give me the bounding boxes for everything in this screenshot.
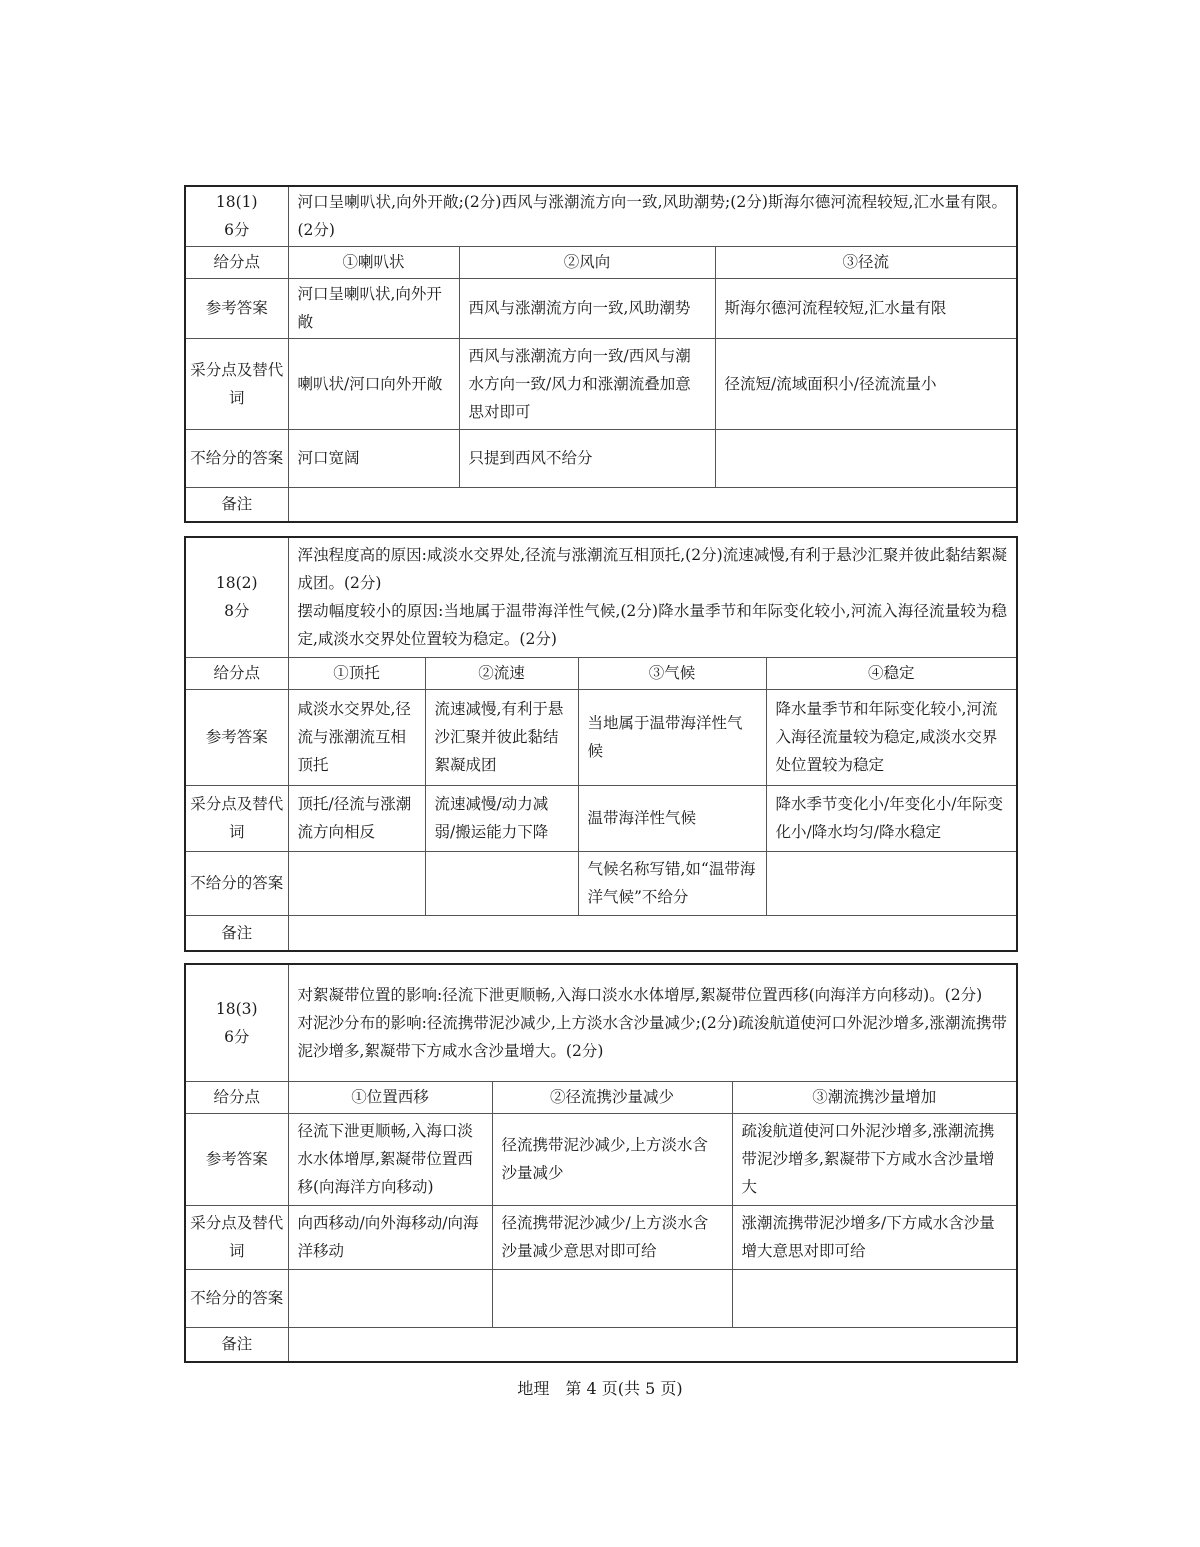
nogive-cell [288,1269,492,1327]
scoring-table-18-1 [184,185,1018,523]
answer-paragraph: 对泥沙分布的影响:径流携带泥沙减少,上方淡水含沙量减少;(2分)疏浚航道使河口外泥沙增多,涨潮流携带泥沙增多,絮凝带下方咸水含沙量增大。(2分) [297,1013,1007,1060]
nogive-cell [732,1269,1017,1327]
row-label-alt: 采分点及替代词 [185,1205,288,1269]
scoring-point-header: ③径流 [715,246,1017,278]
row-label-nogive: 不给分的答案 [185,851,288,915]
scoring-table-18-3 [184,963,1018,1363]
full-answer [288,964,1017,1081]
nogive-cell [766,851,1017,915]
answer-cell: 疏浚航道使河口外泥沙增多,涨潮流携带泥沙增多,絮凝带下方咸水含沙量增大 [732,1113,1017,1205]
nogive-row [185,851,1017,915]
nogive-cell: 只提到西风不给分 [459,429,715,487]
nogive-row [185,1269,1017,1327]
question-row [185,964,1017,1081]
answer-cell: 咸淡水交界处,径流与涨潮流互相顶托 [288,689,425,785]
full-answer [288,186,1017,246]
question-number: 18(3) [215,999,258,1018]
row-label-points: 给分点 [185,657,288,689]
points-row [185,1081,1017,1113]
row-label-points: 给分点 [185,246,288,278]
answer-paragraph: 对絮凝带位置的影响:径流下泄更顺畅,入海口淡水水体增厚,絮凝带位置西移(向海洋方向移动)。(2分) [297,985,983,1004]
row-label-alt: 采分点及替代词 [185,785,288,851]
nogive-cell [715,429,1017,487]
full-answer [288,537,1017,657]
alt-cell: 径流短/流域面积小/径流流量小 [715,338,1017,429]
answer-cell: 径流下泄更顺畅,入海口淡水水体增厚,絮凝带位置西移(向海洋方向移动) [288,1113,492,1205]
row-label-nogive: 不给分的答案 [185,1269,288,1327]
answer-paragraph: 浑浊程度高的原因:咸淡水交界处,径流与涨潮流互相顶托,(2分)流速减慢,有利于悬沙汇聚并彼此黏结絮凝成团。(2分) [297,546,1008,593]
alt-cell: 顶托/径流与涨潮流方向相反 [288,785,425,851]
question-row [185,537,1017,657]
answer-cell: 西风与涨潮流方向一致,风助潮势 [459,278,715,338]
row-label-points: 给分点 [185,1081,288,1113]
points-row [185,657,1017,689]
question-label [185,964,288,1081]
alt-cell: 降水季节变化小/年变化小/年际变化小/降水均匀/降水稳定 [766,785,1017,851]
scoring-point-header: ①顶托 [288,657,425,689]
nogive-cell [425,851,578,915]
scoring-point-header: ②流速 [425,657,578,689]
answer-row [185,278,1017,338]
question-label [185,186,288,246]
question-score: 6分 [224,1027,250,1046]
question-score: 6分 [224,221,250,240]
alt-row [185,338,1017,429]
nogive-cell [288,851,425,915]
scoring-point-header: ③潮流携沙量增加 [732,1081,1017,1113]
answer-cell: 河口呈喇叭状,向外开敞 [288,278,459,338]
alt-cell: 温带海洋性气候 [578,785,766,851]
note-row [185,487,1017,522]
note-row [185,1327,1017,1362]
scoring-table-18-2 [184,536,1018,952]
question-number: 18(1) [215,193,258,212]
nogive-cell: 河口宽阔 [288,429,459,487]
scoring-point-header: ④稳定 [766,657,1017,689]
nogive-cell: 气候名称写错,如“温带海洋气候”不给分 [578,851,766,915]
note-cell [288,1327,1017,1362]
answer-row [185,1113,1017,1205]
answer-cell: 径流携带泥沙减少,上方淡水含沙量减少 [492,1113,732,1205]
row-label-answer: 参考答案 [185,1113,288,1205]
row-label-note: 备注 [185,915,288,951]
scoring-point-header: ②风向 [459,246,715,278]
alt-cell: 径流携带泥沙减少/上方淡水含沙量减少意思对即可给 [492,1205,732,1269]
alt-cell: 向西移动/向外海移动/向海洋移动 [288,1205,492,1269]
row-label-note: 备注 [185,487,288,522]
page-footer: 地理 第 4 页(共 5 页) [517,1379,683,1398]
answer-cell: 当地属于温带海洋性气候 [578,689,766,785]
scoring-point-header: ①位置西移 [288,1081,492,1113]
row-label-alt: 采分点及替代词 [185,338,288,429]
note-cell [288,915,1017,951]
answer-paragraph: 河口呈喇叭状,向外开敞;(2分)西风与涨潮流方向一致,风助潮势;(2分)斯海尔德河流程较短,汇水量有限。(2分) [297,193,1008,240]
alt-cell: 喇叭状/河口向外开敞 [288,338,459,429]
question-row [185,186,1017,246]
question-label [185,537,288,657]
alt-row [185,1205,1017,1269]
note-row [185,915,1017,951]
alt-row [185,785,1017,851]
question-number: 18(2) [215,574,258,593]
nogive-row [185,429,1017,487]
answer-row [185,689,1017,785]
alt-cell: 涨潮流携带泥沙增多/下方咸水含沙量增大意思对即可给 [732,1205,1017,1269]
row-label-note: 备注 [185,1327,288,1362]
answer-cell: 斯海尔德河流程较短,汇水量有限 [715,278,1017,338]
row-label-answer: 参考答案 [185,689,288,785]
row-label-nogive: 不给分的答案 [185,429,288,487]
scoring-point-header: ③气候 [578,657,766,689]
answer-cell: 流速减慢,有利于悬沙汇聚并彼此黏结絮凝成团 [425,689,578,785]
scoring-point-header: ②径流携沙量减少 [492,1081,732,1113]
alt-cell: 西风与涨潮流方向一致/西风与潮水方向一致/风力和涨潮流叠加意思对即可 [459,338,715,429]
alt-cell: 流速减慢/动力减弱/搬运能力下降 [425,785,578,851]
note-cell [288,487,1017,522]
nogive-cell [492,1269,732,1327]
question-score: 8分 [224,602,250,621]
points-row [185,246,1017,278]
answer-cell: 降水量季节和年际变化较小,河流入海径流量较为稳定,咸淡水交界处位置较为稳定 [766,689,1017,785]
row-label-answer: 参考答案 [185,278,288,338]
scoring-point-header: ①喇叭状 [288,246,459,278]
answer-paragraph: 摆动幅度较小的原因:当地属于温带海洋性气候,(2分)降水量季节和年际变化较小,河流入海径流量较为稳定,咸淡水交界处位置较为稳定。(2分) [297,602,1008,649]
